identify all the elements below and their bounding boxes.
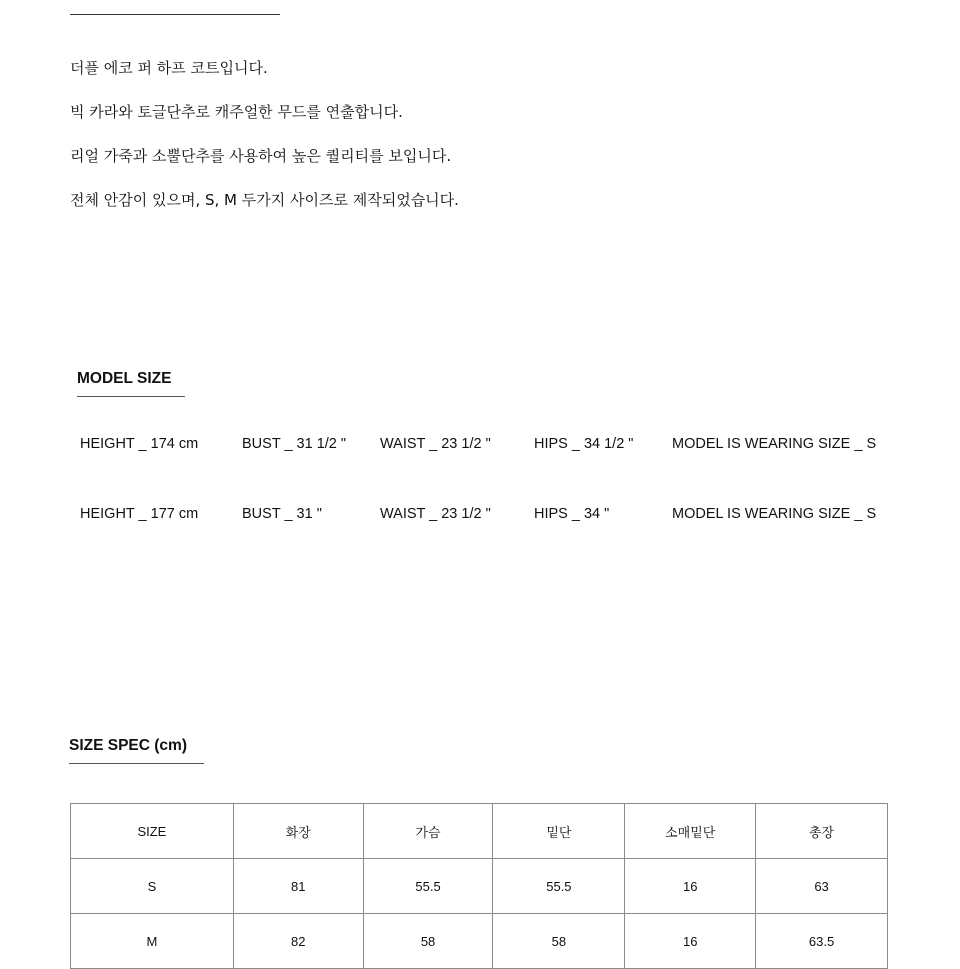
size-spec-title: SIZE SPEC (cm) xyxy=(69,737,204,764)
table-cell: 16 xyxy=(625,914,756,969)
product-description xyxy=(70,56,459,232)
description-line: 전체 안감이 있으며, S, M 두가지 사이즈로 제작되었습니다. xyxy=(70,191,459,209)
model-size-row xyxy=(0,436,960,456)
header-size: SIZE xyxy=(71,804,234,859)
model-height: HEIGHT _ 174 cm xyxy=(80,436,199,452)
model-wearing-size: MODEL IS WEARING SIZE _ S xyxy=(672,506,877,522)
section-underline-top xyxy=(70,0,280,15)
description-line: 리얼 가죽과 소뿔단추를 사용하여 높은 퀄리티를 보입니다. xyxy=(70,147,452,165)
header-sleeve-hem: 소매밑단 xyxy=(625,804,756,859)
model-hips: HIPS _ 34 " xyxy=(534,506,610,522)
size-spec-table xyxy=(70,803,888,969)
table-cell: 81 xyxy=(233,859,363,914)
model-waist: WAIST _ 23 1/2 " xyxy=(380,436,491,452)
description-line: 더플 에코 퍼 하프 코트입니다. xyxy=(70,59,268,77)
table-cell: S xyxy=(71,859,234,914)
table-cell: 63.5 xyxy=(756,914,888,969)
model-bust: BUST _ 31 1/2 " xyxy=(242,436,347,452)
table-cell: M xyxy=(71,914,234,969)
description-line: 빅 카라와 토글단추로 캐주얼한 무드를 연출합니다. xyxy=(70,103,403,121)
model-wearing-size: MODEL IS WEARING SIZE _ S xyxy=(672,436,877,452)
table-cell: 82 xyxy=(233,914,363,969)
header-chest: 가슴 xyxy=(363,804,493,859)
table-row xyxy=(71,914,888,969)
table-cell: 63 xyxy=(756,859,888,914)
table-cell: 55.5 xyxy=(363,859,493,914)
table-row xyxy=(71,859,888,914)
model-bust: BUST _ 31 " xyxy=(242,506,322,522)
table-cell: 58 xyxy=(363,914,493,969)
header-hem: 밑단 xyxy=(493,804,625,859)
model-waist: WAIST _ 23 1/2 " xyxy=(380,506,491,522)
model-size-row xyxy=(0,506,960,526)
model-hips: HIPS _ 34 1/2 " xyxy=(534,436,634,452)
table-cell: 58 xyxy=(493,914,625,969)
header-total-length: 총장 xyxy=(756,804,888,859)
header-hwajang: 화장 xyxy=(233,804,363,859)
table-header-row xyxy=(71,804,888,859)
table-cell: 55.5 xyxy=(493,859,625,914)
table-cell: 16 xyxy=(625,859,756,914)
model-height: HEIGHT _ 177 cm xyxy=(80,506,199,522)
model-size-title: MODEL SIZE xyxy=(77,370,185,397)
